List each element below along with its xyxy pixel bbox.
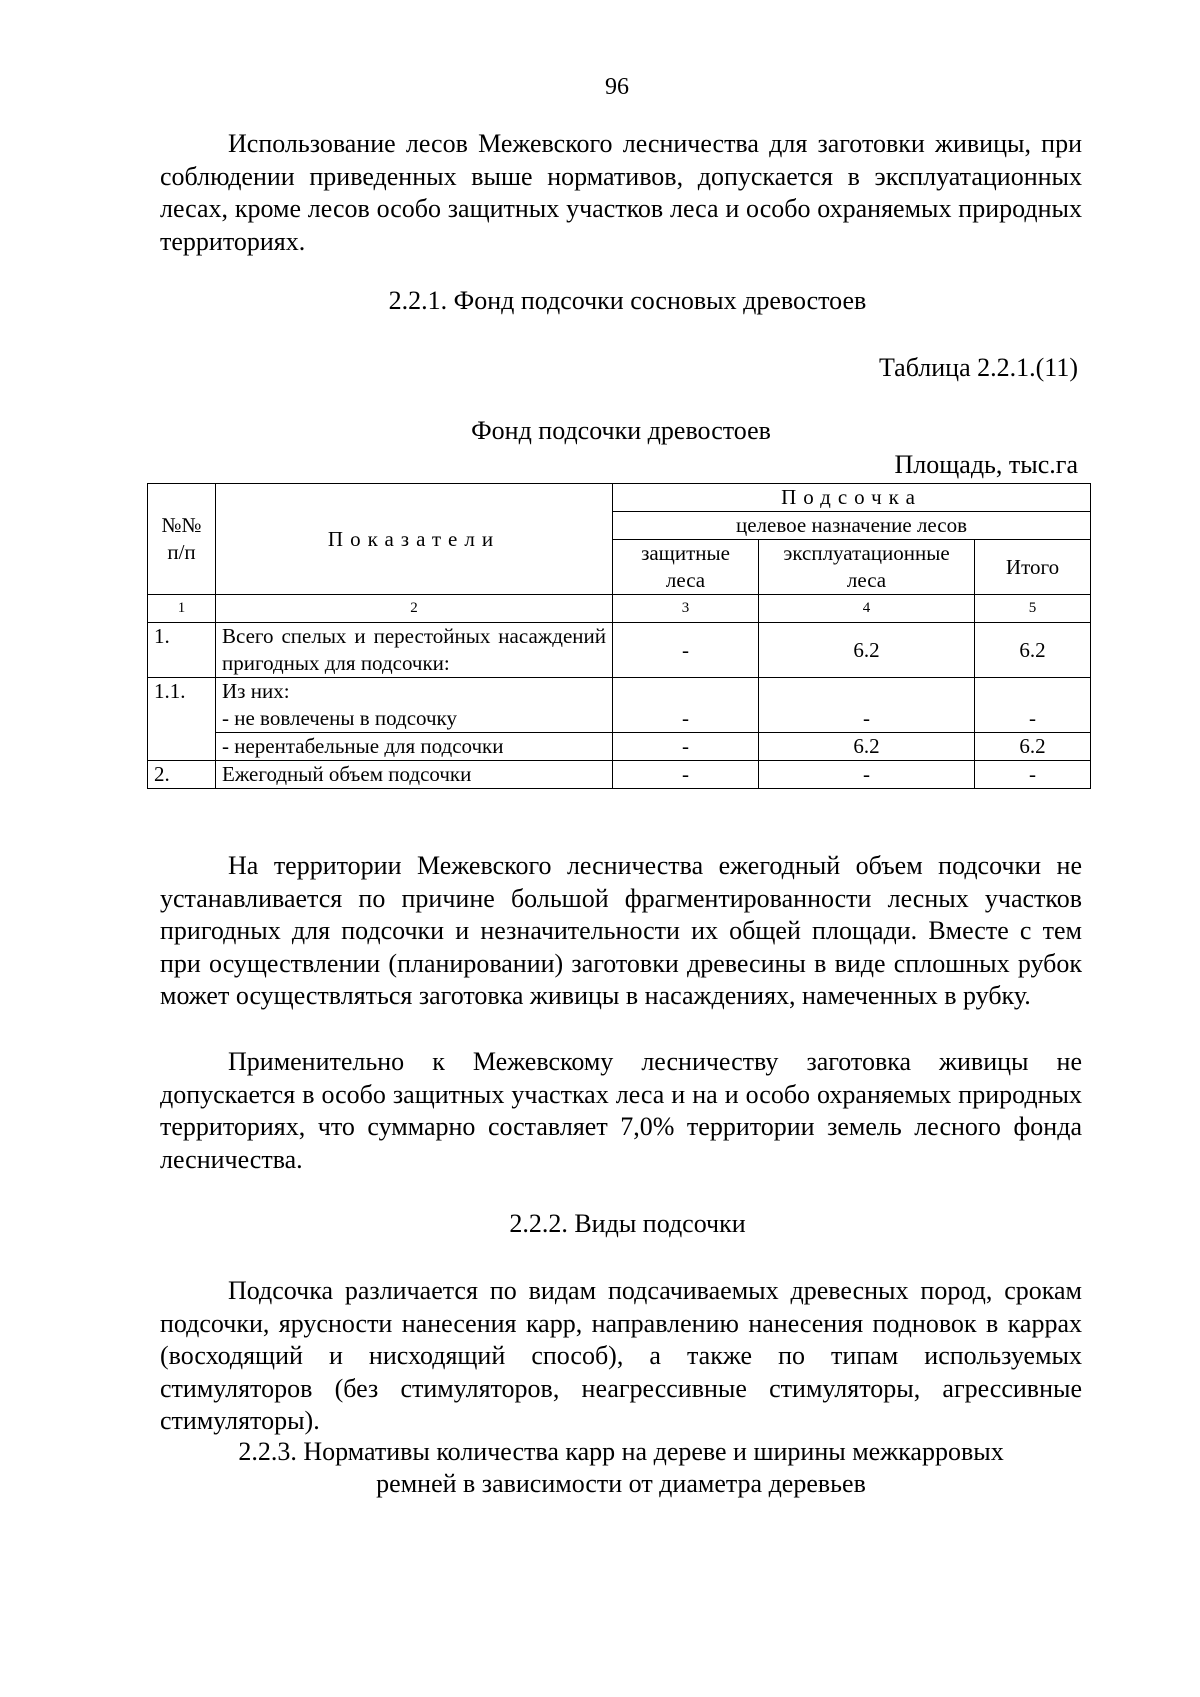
row-label-item: - не вовлечены в подсочку xyxy=(222,706,457,730)
row-label xyxy=(216,678,613,733)
row-label-head: Из них: xyxy=(222,679,290,703)
table-row xyxy=(148,623,1091,678)
index-cell: 5 xyxy=(975,595,1091,623)
header-purpose: целевое назначение лесов xyxy=(613,512,1091,540)
header-indicators: Показатели xyxy=(216,484,613,595)
section-title-2-2-3-line-2: ремней в зависимости от диаметра деревьев xyxy=(376,1469,866,1498)
index-cell: 3 xyxy=(613,595,759,623)
row-exploitation: 6.2 xyxy=(759,623,975,678)
row-total: 6.2 xyxy=(975,733,1091,761)
header-exploitation: эксплуатационные леса xyxy=(759,540,975,595)
section-title-2-2-2: 2.2.2. Виды подсочки xyxy=(509,1209,746,1238)
row-total: - xyxy=(975,761,1091,789)
header-podsochka: Подсочка xyxy=(613,484,1091,512)
header-total: Итого xyxy=(975,540,1091,595)
table-row xyxy=(148,761,1091,789)
table-row xyxy=(148,678,1091,733)
row-label: Ежегодный объем подсочки xyxy=(216,761,613,789)
index-cell: 1 xyxy=(148,595,216,623)
table-row xyxy=(148,733,1091,761)
row-protective: - xyxy=(613,761,759,789)
area-unit: Площадь, тыс.га xyxy=(894,450,1078,479)
index-cell: 2 xyxy=(216,595,613,623)
table-title: Фонд подсочки древостоев xyxy=(471,416,771,445)
row-num: 1. xyxy=(148,623,216,678)
row-label: Всего спелых и перестойных насаждений пригодных для подсочки: xyxy=(216,623,613,678)
page-number: 96 xyxy=(605,74,629,100)
row-protective: - xyxy=(613,623,759,678)
row-exploitation: - xyxy=(759,761,975,789)
row-exploitation: - xyxy=(759,678,975,733)
section-title-2-2-1: 2.2.1. Фонд подсочки сосновых древостоев xyxy=(388,286,867,315)
row-label: - нерентабельные для подсочки xyxy=(216,733,613,761)
row-total: 6.2 xyxy=(975,623,1091,678)
row-protective: - xyxy=(613,733,759,761)
intro-paragraph: Использование лесов Межевского лесничества для заготовки живицы, при соблюдении приведенных выше нормативов, допускается в эксплуатационных лесах, кроме лесов особо защитных участков леса и особо охраняемых природных территориях. xyxy=(160,129,1082,256)
row-total: - xyxy=(975,678,1091,733)
index-cell: 4 xyxy=(759,595,975,623)
table-header-row-1 xyxy=(148,484,1091,512)
row-protective: - xyxy=(613,678,759,733)
paragraph-2: На территории Межевского лесничества ежегодный объем подсочки не устанавливается по причине большой фрагментированности лесных участков пригодных для подсочки и незначительности их общей площади. Вместе с тем при осуществлении (планировании) заготовки древесины в виде сплошных рубок может осуществляться заготовка живицы в насаждениях, намеченных в рубку. xyxy=(160,851,1082,1010)
section-title-2-2-3-line-1: 2.2.3. Нормативы количества карр на дереве и ширины межкарровых xyxy=(238,1437,1004,1466)
paragraph-4: Подсочка различается по видам подсачиваемых древесных пород, срокам подсочки, ярусности нанесения карр, направлению нанесения подновок в каррах (восходящий и нисходящий способ), а также по типам используемых стимуляторов (без стимуляторов, неагрессивные стимуляторы, агрессивные стимуляторы). xyxy=(160,1276,1082,1435)
header-protective: защитные леса xyxy=(613,540,759,595)
row-exploitation: 6.2 xyxy=(759,733,975,761)
table-label: Таблица 2.2.1.(11) xyxy=(878,353,1078,382)
row-num: 2. xyxy=(148,761,216,789)
table-index-row xyxy=(148,595,1091,623)
paragraph-3: Применительно к Межевскому лесничеству заготовка живицы не допускается в особо защитных участках леса и на и особо охраняемых природных территориях, что суммарно составляет 7,0% территории земель лесного фонда лесничества. xyxy=(160,1047,1082,1174)
row-num: 1.1. xyxy=(148,678,216,761)
header-num: №№ п/п xyxy=(148,484,216,595)
podsochka-fund-table xyxy=(147,483,1091,789)
